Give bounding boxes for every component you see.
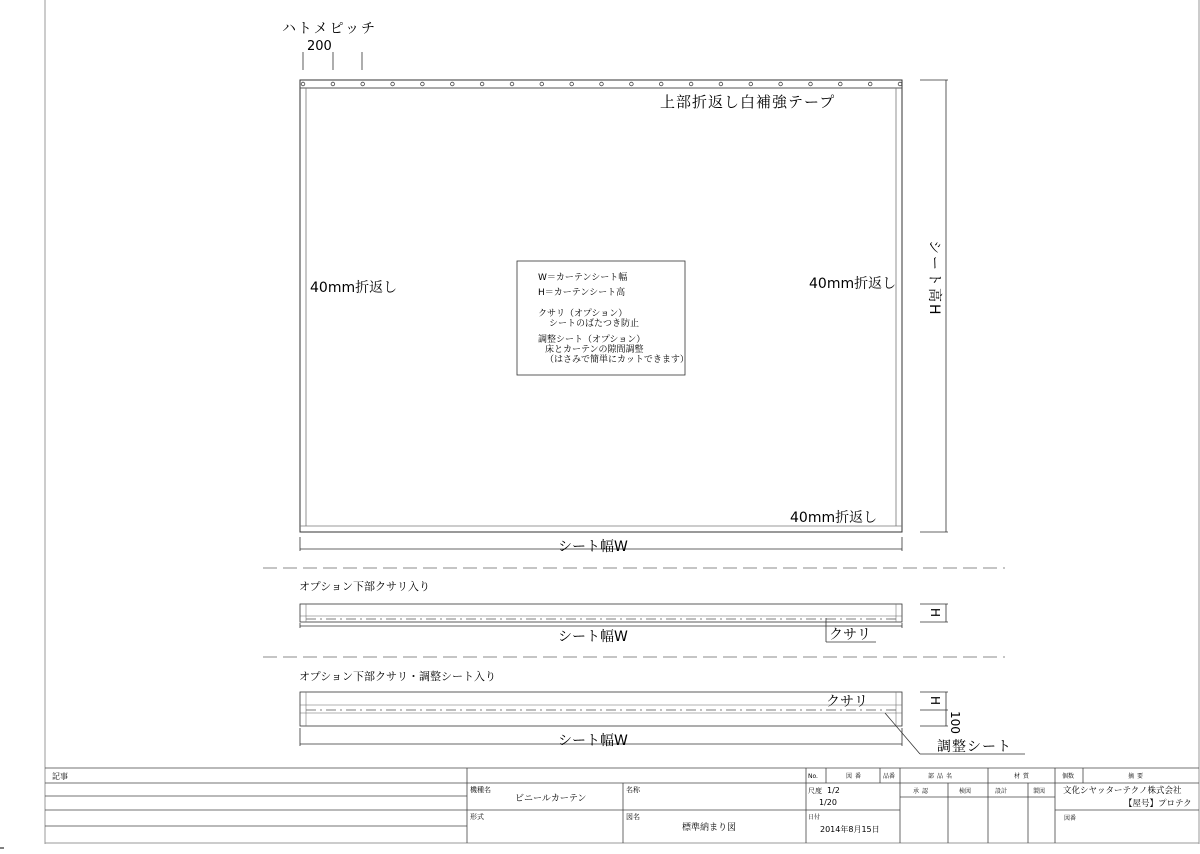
legend-line-6: 床とカーテンの隙間調整 xyxy=(545,345,644,355)
model-label: 機種名 xyxy=(470,786,491,794)
grommet xyxy=(630,82,634,86)
option2-dim-label: 100 xyxy=(948,711,962,734)
notes-label: 記事 xyxy=(52,772,68,781)
grommet-pitch-label: ハトメピッチ xyxy=(282,21,378,37)
option2-width-label: シート幅W xyxy=(558,733,628,749)
grommet xyxy=(391,82,395,86)
grommet xyxy=(659,82,663,86)
legend-line-7: （はさみで簡単にカットできます） xyxy=(545,355,689,365)
grommet xyxy=(749,82,753,86)
sheet-height-label: シート高H xyxy=(926,240,942,317)
adjust-leader xyxy=(885,713,920,754)
grommet xyxy=(331,82,335,86)
legend-line-1: W＝カーテンシート幅 xyxy=(538,273,628,283)
grommet xyxy=(421,82,425,86)
grommet xyxy=(540,82,544,86)
part-name-label: 部品名 xyxy=(928,773,956,780)
option1-section xyxy=(299,579,948,645)
grommet xyxy=(839,82,843,86)
draft-label: 製図 xyxy=(1033,788,1046,795)
remarks-label: 摘要 xyxy=(1128,773,1147,780)
top-fold-label: 上部折返し白補強テープ xyxy=(660,93,836,111)
grommet xyxy=(689,82,693,86)
option1-width-label: シート幅W xyxy=(558,629,628,645)
trade-name: 【屋号】プロテク xyxy=(1124,799,1192,809)
grommet xyxy=(779,82,783,86)
sheet-width-label: シート幅W xyxy=(558,539,628,555)
drawing-number-label: 図番 xyxy=(1064,815,1077,822)
material-label: 材質 xyxy=(1014,773,1033,780)
design-label: 設計 xyxy=(995,788,1008,795)
sheet-border xyxy=(45,0,1199,844)
legend-line-5: 調整シート（オプション） xyxy=(538,335,646,345)
grommet xyxy=(570,82,574,86)
legend-line-3: クサリ（オプション） xyxy=(538,309,628,319)
bottom-fold-label: 40mm折返し xyxy=(790,510,878,526)
grommet-pitch-value: 200 xyxy=(307,39,332,54)
right-fold-label: 40mm折返し xyxy=(809,276,897,292)
grommet xyxy=(510,82,514,86)
no-label: No. xyxy=(808,773,818,780)
option1-chain-label: クサリ xyxy=(829,627,871,643)
grommet-pitch-dimension xyxy=(303,52,362,70)
option2-chain-label: クサリ xyxy=(826,694,868,710)
main-curtain xyxy=(300,80,902,532)
legend-line-4: シートのばたつき防止 xyxy=(549,319,640,329)
inspect-label: 検図 xyxy=(959,788,972,795)
option2-section xyxy=(299,669,1025,755)
item-no-label: 品番 xyxy=(883,773,896,780)
model-value: ビニールカーテン xyxy=(515,794,587,804)
grommet xyxy=(451,82,455,86)
option1-height-label: H xyxy=(928,608,942,618)
grommet-row xyxy=(301,82,902,86)
grommet xyxy=(480,82,484,86)
scale-value-1: 1/2 xyxy=(827,786,840,795)
option1-title: オプション下部クサリ入り xyxy=(299,580,431,593)
approve-label: 承認 xyxy=(913,788,932,795)
grommet xyxy=(600,82,604,86)
date-label: 日付 xyxy=(808,814,821,821)
option2-height-label: H xyxy=(928,696,942,706)
grommet xyxy=(809,82,813,86)
title-block-text xyxy=(52,771,1192,834)
drawing-value: 標準納まり図 xyxy=(682,823,737,833)
grommet xyxy=(301,82,305,86)
drawing-label: 図名 xyxy=(626,813,640,821)
option2-adjust-label: 調整シート xyxy=(937,739,1012,755)
drawing-no-label: 図番 xyxy=(846,773,865,780)
option2-title: オプション下部クサリ・調整シート入り xyxy=(299,670,497,683)
scale-label: 尺度 xyxy=(808,787,822,795)
name-label: 名称 xyxy=(626,786,640,794)
scale-value-2: 1/20 xyxy=(819,798,837,807)
grommet xyxy=(719,82,723,86)
company-name: 文化シヤッターテクノ株式会社 xyxy=(1063,786,1182,796)
grommet xyxy=(898,82,902,86)
date-value: 2014年8月15日 xyxy=(820,825,880,834)
left-fold-label: 40mm折返し xyxy=(310,280,398,296)
grommet xyxy=(868,82,872,86)
legend-box xyxy=(517,261,689,375)
legend-line-2: H＝カーテンシート高 xyxy=(538,288,626,298)
qty-label: 個数 xyxy=(1062,773,1075,780)
type-label: 形式 xyxy=(470,813,484,821)
grommet xyxy=(361,82,365,86)
